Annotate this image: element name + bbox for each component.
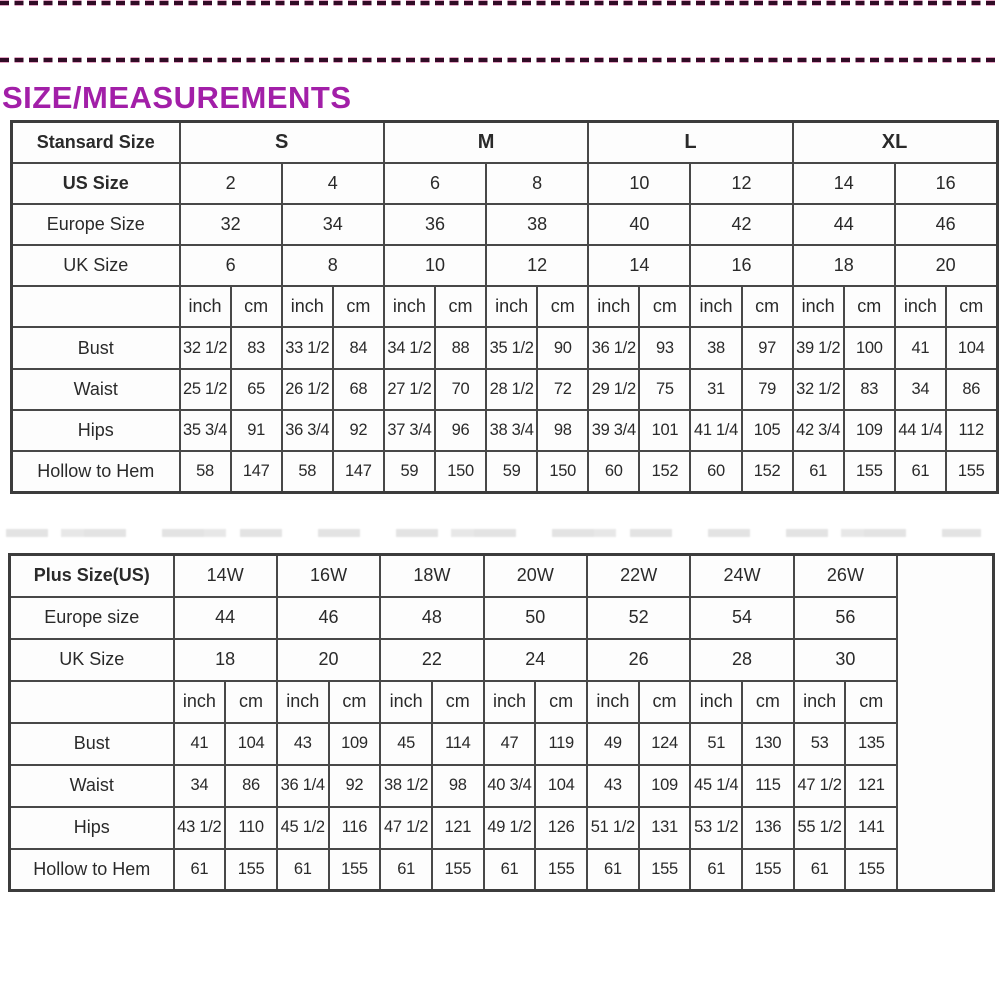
table-cell: 38 [690, 327, 741, 368]
table-cell: 34 [174, 765, 226, 807]
table-cell: 124 [639, 723, 691, 765]
table-cell: 100 [844, 327, 895, 368]
row-label: Waist [10, 765, 174, 807]
table-cell: cm [639, 681, 691, 723]
table-cell: 83 [231, 327, 282, 368]
table-cell: 98 [432, 765, 484, 807]
table-cell: 155 [432, 849, 484, 891]
table-row [12, 369, 998, 410]
table-cell: 39 1/2 [793, 327, 844, 368]
table-cell: cm [225, 681, 277, 723]
table-cell: 72 [537, 369, 588, 410]
table-cell: 41 [895, 327, 946, 368]
table-cell: 155 [845, 849, 897, 891]
table-cell: 10 [588, 163, 690, 204]
table-cell: 61 [895, 451, 946, 492]
table-row [10, 597, 994, 639]
table-cell: inch [793, 286, 844, 327]
table-cell: 155 [639, 849, 691, 891]
table-cell: 83 [844, 369, 895, 410]
table-cell: 65 [231, 369, 282, 410]
row-label: UK Size [12, 245, 180, 286]
table-cell: 61 [587, 849, 639, 891]
row-label [10, 681, 174, 723]
dashed-divider-middle [0, 57, 1000, 63]
dashed-divider-top [0, 0, 1000, 6]
table-cell: 47 1/2 [380, 807, 432, 849]
table-cell: 18 [793, 245, 895, 286]
table-cell: 28 [690, 639, 793, 681]
table-row [10, 555, 994, 597]
table-cell: inch [384, 286, 435, 327]
table-cell: 155 [946, 451, 997, 492]
table-cell: 18 [174, 639, 277, 681]
table-cell: inch [277, 681, 329, 723]
table-cell: cm [333, 286, 384, 327]
table-cell: 155 [329, 849, 381, 891]
table-cell: 86 [946, 369, 997, 410]
table-cell: 8 [282, 245, 384, 286]
table-cell: 152 [639, 451, 690, 492]
table-cell: 42 3/4 [793, 410, 844, 451]
table-cell: inch [484, 681, 536, 723]
table-row [10, 639, 994, 681]
row-label: Waist [12, 369, 180, 410]
table-cell: 90 [537, 327, 588, 368]
table-cell: 68 [333, 369, 384, 410]
table-cell: 35 1/2 [486, 327, 537, 368]
table-cell: 14 [588, 245, 690, 286]
table-cell: 55 1/2 [794, 807, 846, 849]
table-row [12, 451, 998, 492]
table-cell: 24 [484, 639, 587, 681]
table-cell: 16 [895, 163, 997, 204]
table-cell: 6 [180, 245, 282, 286]
table-cell: 56 [794, 597, 897, 639]
table-cell: 110 [225, 807, 277, 849]
table-cell: inch [690, 286, 741, 327]
table-cell: inch [282, 286, 333, 327]
table-cell: 61 [794, 849, 846, 891]
table-cell: S [180, 122, 384, 163]
table-cell: 130 [742, 723, 794, 765]
table-cell: 101 [639, 410, 690, 451]
table-cell: 27 1/2 [384, 369, 435, 410]
table-cell: 155 [535, 849, 587, 891]
table-row [12, 327, 998, 368]
table-cell: 35 3/4 [180, 410, 231, 451]
table-cell: 46 [277, 597, 380, 639]
table-cell: 41 1/4 [690, 410, 741, 451]
table-cell: 61 [380, 849, 432, 891]
table-cell: 116 [329, 807, 381, 849]
table-cell: inch [794, 681, 846, 723]
table-cell: 49 1/2 [484, 807, 536, 849]
table-cell: 8 [486, 163, 588, 204]
table-cell: 22 [380, 639, 483, 681]
table-cell: 59 [486, 451, 537, 492]
table-cell: cm [946, 286, 997, 327]
table-cell: inch [180, 286, 231, 327]
table-row [12, 122, 998, 163]
table-cell: 44 [793, 204, 895, 245]
table-cell: 121 [845, 765, 897, 807]
table-cell: 61 [690, 849, 742, 891]
row-label: US Size [12, 163, 180, 204]
table-cell: 47 [484, 723, 536, 765]
table-cell: cm [435, 286, 486, 327]
row-label: UK Size [10, 639, 174, 681]
table-cell: inch [380, 681, 432, 723]
table-row [10, 765, 994, 807]
standard-size-table [10, 120, 999, 494]
table-cell: 45 1/4 [690, 765, 742, 807]
table-cell: 58 [282, 451, 333, 492]
table-cell: 20 [895, 245, 997, 286]
table-cell: 88 [435, 327, 486, 368]
table-cell: cm [231, 286, 282, 327]
table-cell: 93 [639, 327, 690, 368]
table-cell: 48 [380, 597, 483, 639]
table-cell: 136 [742, 807, 794, 849]
table-cell: 131 [639, 807, 691, 849]
table-cell: 121 [432, 807, 484, 849]
table-cell: 34 [895, 369, 946, 410]
table-cell: cm [844, 286, 895, 327]
table-cell: 119 [535, 723, 587, 765]
table-cell: 31 [690, 369, 741, 410]
row-label: Hips [10, 807, 174, 849]
table-cell: 36 1/4 [277, 765, 329, 807]
page-title: SIZE/MEASUREMENTS [2, 80, 352, 115]
table-cell: 112 [946, 410, 997, 451]
table-cell: 70 [435, 369, 486, 410]
table-cell: 32 1/2 [180, 327, 231, 368]
table-cell: 115 [742, 765, 794, 807]
table-cell: 43 1/2 [174, 807, 226, 849]
row-label: Hollow to Hem [10, 849, 174, 891]
table-cell: 24W [690, 555, 793, 597]
table-cell: 43 [587, 765, 639, 807]
table-cell: 20 [277, 639, 380, 681]
table-cell: cm [432, 681, 484, 723]
table-cell: 109 [844, 410, 895, 451]
table-cell: 109 [639, 765, 691, 807]
table-cell: 126 [535, 807, 587, 849]
table-cell: 16 [690, 245, 792, 286]
table-row [12, 410, 998, 451]
table-cell: 155 [742, 849, 794, 891]
row-label: Europe size [10, 597, 174, 639]
table-cell: 104 [225, 723, 277, 765]
table-cell: 14W [174, 555, 277, 597]
table-cell: 96 [435, 410, 486, 451]
row-label [12, 286, 180, 327]
table-cell: 45 1/2 [277, 807, 329, 849]
row-label: Hollow to Hem [12, 451, 180, 492]
table-row [12, 245, 998, 286]
table-cell: 60 [690, 451, 741, 492]
table-cell: 30 [794, 639, 897, 681]
table-cell: 22W [587, 555, 690, 597]
table-cell: 42 [690, 204, 792, 245]
table-cell: 135 [845, 723, 897, 765]
table-cell: 36 1/2 [588, 327, 639, 368]
table-cell: 141 [845, 807, 897, 849]
table-cell: cm [845, 681, 897, 723]
table-row [10, 681, 994, 723]
row-label: Bust [12, 327, 180, 368]
table-cell: 45 [380, 723, 432, 765]
table-cell: 92 [329, 765, 381, 807]
table-cell: 109 [329, 723, 381, 765]
table-cell: 61 [277, 849, 329, 891]
table-cell: 50 [484, 597, 587, 639]
table-cell: 38 1/2 [380, 765, 432, 807]
table-cell: 38 3/4 [486, 410, 537, 451]
table-cell: 39 3/4 [588, 410, 639, 451]
table-cell: 25 1/2 [180, 369, 231, 410]
table-row [10, 849, 994, 891]
table-cell: 147 [333, 451, 384, 492]
table-row [12, 286, 998, 327]
table-cell: 155 [225, 849, 277, 891]
table-cell: M [384, 122, 588, 163]
table-cell: 34 1/2 [384, 327, 435, 368]
table-cell: 61 [484, 849, 536, 891]
table-cell: inch [588, 286, 639, 327]
table-cell: XL [793, 122, 997, 163]
table-cell: 98 [537, 410, 588, 451]
table-cell: 26 1/2 [282, 369, 333, 410]
table-cell: 33 1/2 [282, 327, 333, 368]
table-cell: cm [535, 681, 587, 723]
table-cell: 86 [225, 765, 277, 807]
table-cell: 44 [174, 597, 277, 639]
table-cell: 14 [793, 163, 895, 204]
table-cell: 105 [742, 410, 793, 451]
table-cell: 6 [384, 163, 486, 204]
table-cell: 104 [535, 765, 587, 807]
table-cell: 37 3/4 [384, 410, 435, 451]
table-cell: 26 [587, 639, 690, 681]
table-cell: 12 [486, 245, 588, 286]
table-cell: inch [895, 286, 946, 327]
table-cell: inch [690, 681, 742, 723]
table-cell: 38 [486, 204, 588, 245]
table-cell: 49 [587, 723, 639, 765]
table-cell: 2 [180, 163, 282, 204]
row-label: Stansard Size [12, 122, 180, 163]
table-cell: 61 [174, 849, 226, 891]
table-cell: 51 1/2 [587, 807, 639, 849]
table-cell: 4 [282, 163, 384, 204]
table-row [10, 807, 994, 849]
table-cell: 54 [690, 597, 793, 639]
table-cell: cm [537, 286, 588, 327]
table-cell: 28 1/2 [486, 369, 537, 410]
table-cell: 18W [380, 555, 483, 597]
table-cell: 44 1/4 [895, 410, 946, 451]
empty-column [897, 555, 993, 891]
table-cell: 155 [844, 451, 895, 492]
table-cell: 97 [742, 327, 793, 368]
table-cell: cm [742, 681, 794, 723]
table-cell: 32 1/2 [793, 369, 844, 410]
table-cell: 12 [690, 163, 792, 204]
table-cell: 41 [174, 723, 226, 765]
table-cell: 150 [537, 451, 588, 492]
row-label: Bust [10, 723, 174, 765]
table-cell: inch [587, 681, 639, 723]
ghost-artifact-row [6, 529, 981, 537]
table-cell: 150 [435, 451, 486, 492]
table-cell: 32 [180, 204, 282, 245]
table-cell: inch [174, 681, 226, 723]
table-cell: 52 [587, 597, 690, 639]
plus-size-table [8, 553, 995, 892]
table-cell: 84 [333, 327, 384, 368]
table-cell: 92 [333, 410, 384, 451]
table-row [10, 723, 994, 765]
table-cell: 40 3/4 [484, 765, 536, 807]
table-cell: 46 [895, 204, 997, 245]
table-cell: 104 [946, 327, 997, 368]
table-cell: 61 [793, 451, 844, 492]
table-cell: 91 [231, 410, 282, 451]
table-cell: 58 [180, 451, 231, 492]
table-cell: cm [639, 286, 690, 327]
table-cell: L [588, 122, 792, 163]
row-label: Europe Size [12, 204, 180, 245]
table-cell: 43 [277, 723, 329, 765]
table-cell: 79 [742, 369, 793, 410]
table-cell: 147 [231, 451, 282, 492]
table-cell: 16W [277, 555, 380, 597]
row-label: Plus Size(US) [10, 555, 174, 597]
table-cell: 53 1/2 [690, 807, 742, 849]
table-cell: 59 [384, 451, 435, 492]
table-cell: inch [486, 286, 537, 327]
table-row [12, 163, 998, 204]
table-cell: 40 [588, 204, 690, 245]
table-cell: 36 [384, 204, 486, 245]
table-cell: 36 3/4 [282, 410, 333, 451]
table-cell: 114 [432, 723, 484, 765]
table-cell: 60 [588, 451, 639, 492]
row-label: Hips [12, 410, 180, 451]
table-cell: 47 1/2 [794, 765, 846, 807]
table-cell: cm [742, 286, 793, 327]
table-cell: 29 1/2 [588, 369, 639, 410]
table-cell: cm [329, 681, 381, 723]
table-cell: 75 [639, 369, 690, 410]
table-cell: 10 [384, 245, 486, 286]
table-cell: 152 [742, 451, 793, 492]
table-cell: 53 [794, 723, 846, 765]
table-cell: 34 [282, 204, 384, 245]
table-cell: 51 [690, 723, 742, 765]
table-row [12, 204, 998, 245]
table-cell: 20W [484, 555, 587, 597]
table-cell: 26W [794, 555, 897, 597]
